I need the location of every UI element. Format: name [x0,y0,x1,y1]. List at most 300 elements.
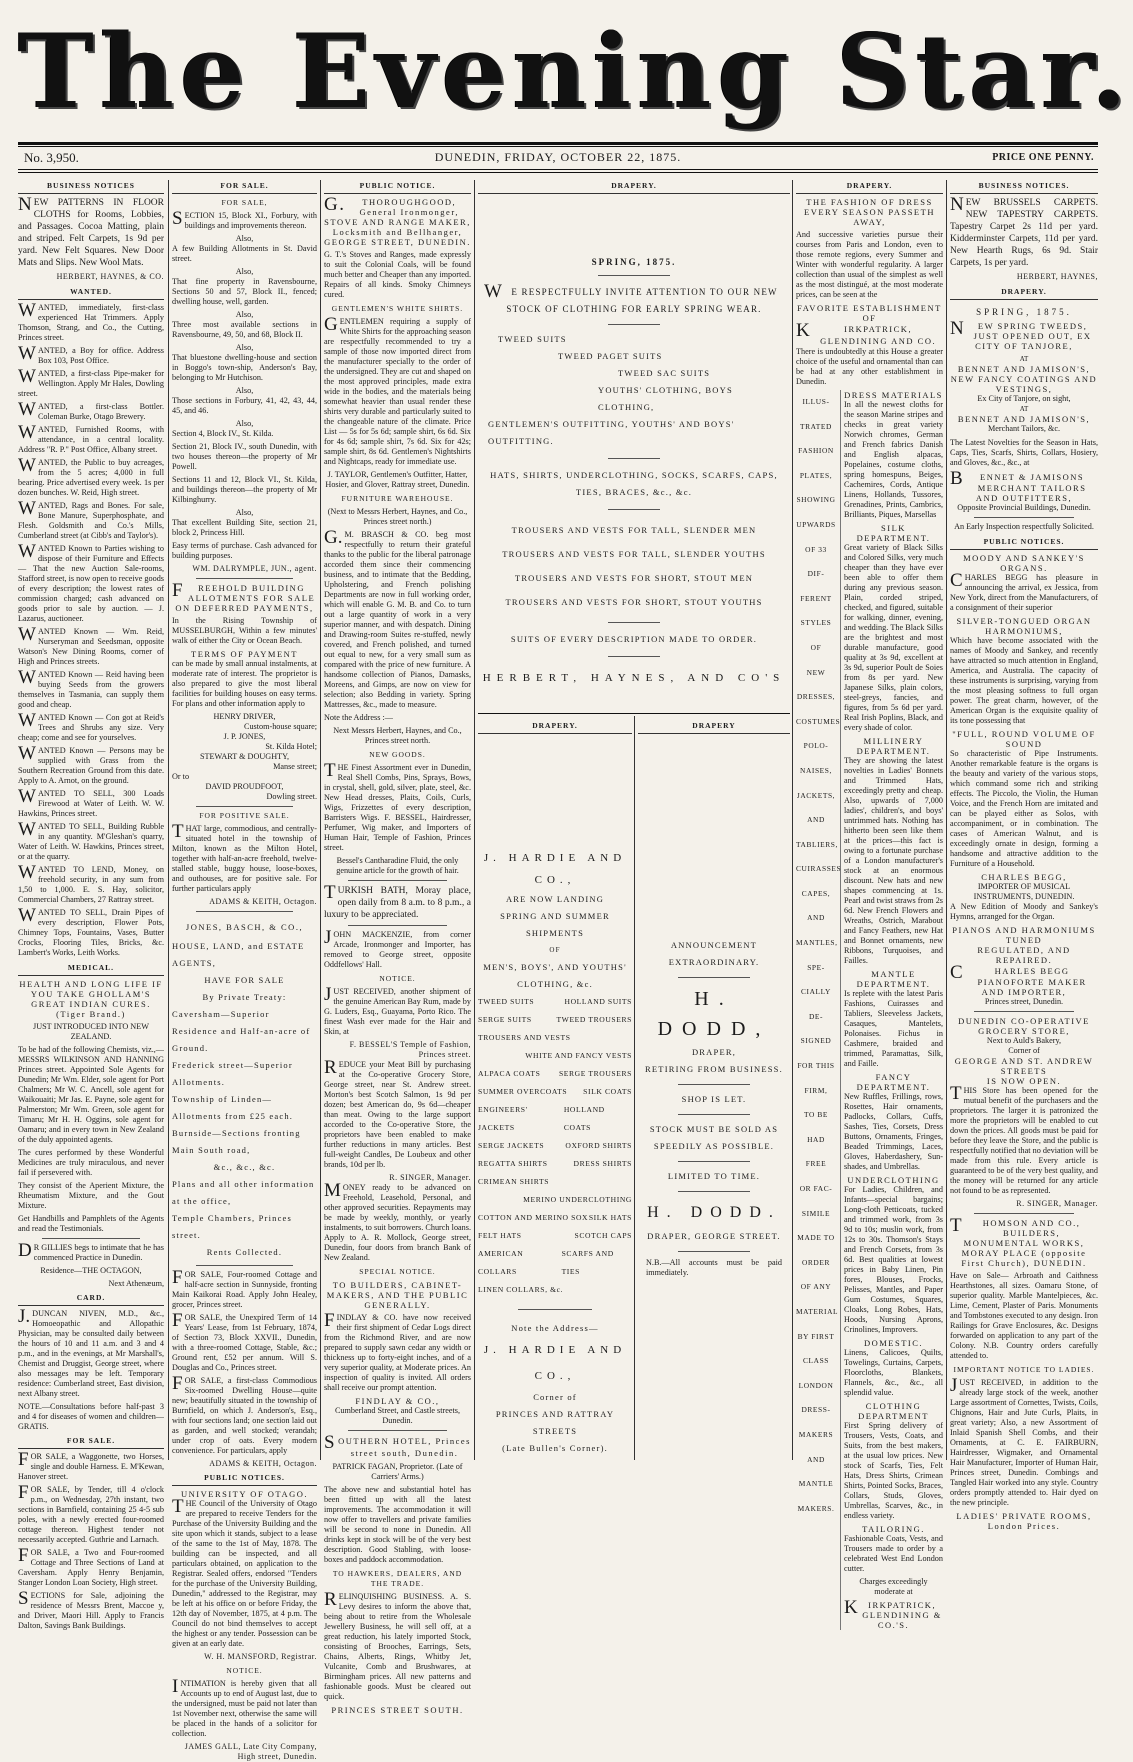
clothing-line: TWEED PAGET SUITS [558,351,663,361]
dodd-line: RETIRING FROM BUSINESS. [645,1064,783,1074]
forsale-ad: SECTIONS for Sale, adjoining the residence of Messrs Brent, Maccoe y, and Driver, Maori Hill. Apply to Francis Dalton, Savings Bank Buildings. [18,1588,164,1630]
jones-basch-line: Burnside—Sections fronting Main South road, [172,1128,301,1155]
dept-title: UNDERCLOTHING [847,1175,940,1185]
dodd-line: SHOP IS LET. [681,1094,747,1104]
ad-text: PIANOFORTE MAKER AND IMPORTER, [977,977,1087,997]
section-header: MEDICAL. [18,962,164,976]
newspaper-page [18,8,1133,1761]
clothing-line: TWEED SAC SUITS [618,368,711,378]
wanted-ad: WANTED Known — Reid having been buying Seeds from the growers themselves in Tasmania, can supply them good and cheap. [18,667,164,709]
hardie-item-left: SERGE SUITS [478,1015,532,1024]
wanted-ad: WANTED, a Boy for office. Address Box 103, Post Office. [18,343,164,365]
section-header: DRAPERY. [950,286,1098,300]
hardie-line: PRINCES AND RATTRAY STREETS [495,1409,615,1436]
ad-text: Linens, Calicoes, Quilts, Towelings, Curtains, Carpets, Floorcloths, Blankets, Flannels, &c., &c., all splendid value. [844,1348,943,1397]
university-title: UNIVERSITY OF OTAGO. [181,1489,308,1499]
ad-signature: CHARLES BEGG, [981,872,1067,882]
hardie-item-left: AMERICAN COLLARS [478,1249,524,1276]
dept-title: MANTLE DEPARTMENT. [856,969,931,989]
side-word: SIGNED [800,1036,832,1046]
favorite-line: FAVORITE ESTABLISHMENT OF [797,303,942,323]
dodd-line: ANNOUNCEMENT EXTRAORDINARY. [668,940,760,967]
side-word: OR FAC- [799,1184,833,1193]
ad-text: IMPORTER OF MUSICAL INSTRUMENTS, DUNEDIN. [973,882,1075,901]
ad-text: IS NOW OPEN. [986,1076,1062,1086]
hardie-line: Note the Address— [511,1323,599,1333]
section-header: FOR SALE. [172,180,317,194]
masthead-rule-thin [18,146,1098,147]
hats-line: HATS, SHIRTS, UNDERCLOTHING, SOCKS, SCARFS, CAPS, TIES, BRACES, &c., &c. [490,470,778,497]
ad-text: Bessel's Cantharadine Fluid, the only genuine article for the growth of hair. [336,856,459,875]
wanted-ad: WANTED TO SELL, 300 Loads Firewood at Water of Leith. W. W. Hawkins, Princes street. [18,786,164,818]
ad-text: Charges exceedingly moderate at [859,1577,928,1596]
floor-cloths-ad: NEW PATTERNS IN FLOOR CLOTHS for Rooms, Lobbies, and Passages. Cocoa Matting, plain and striped. Felt Carpets, 1s 9d per yard. New Felt Squares. New Door Mats and Slips. New Wool Mats. [18,194,164,268]
bennet-jamison: BENNET & JAMISONS [950,468,1085,489]
divider [196,578,293,579]
clothing-line: TWEED SUITS [498,334,567,344]
dept-title: SILK DEPARTMENT. [856,523,931,543]
section-header: BUSINESS NOTICES [18,180,164,194]
column-5 [796,180,943,1630]
agent-name: STEWART & DOUGHTY, [199,752,290,761]
column-rule [474,180,475,1460]
masthead [18,8,1133,136]
hardie-items [478,993,632,1299]
section-header: DRAPERY. [796,180,943,194]
ad-signature: F. BESSEL'S Temple of Fashion, Princes street. [349,1040,471,1059]
column-rule [168,180,169,1460]
kirkpatrick-sig: KIRKPATRICK, GLENDINING & CO.'S. [844,1597,942,1630]
tailors-line: MERCHANT TAILORS AND OUTFITTERS, [975,483,1087,503]
side-word: NAISES, [800,765,832,775]
forsale-ad: FOR SALE, a Two and Four-roomed Cottage and Three Sections of Land at Caversham. Apply Henry Benjamin, Stanger London Loan Society, High street. [18,1545,164,1587]
hardie-item-left: TROUSERS AND VESTS [478,1033,571,1042]
sub-header: SPECIAL NOTICE. [359,1267,436,1276]
hardie-item-right: MERINO UNDERCLOTHING [523,1195,632,1204]
hardie-line: SPRING AND SUMMER SHIPMENTS [500,911,610,938]
spring-heading: SPRING, 1875. [976,307,1072,317]
hardie-item-right: SILK HATS [588,1213,632,1222]
wanted-ad: WANTED, the Public to buy acreages, from the 5 acres; 4,000 in full bearing. Price advertised every week. 1s per dozen bunches. W. Reid, High street. [18,455,164,497]
hardie-item-left: SUMMER OVERCOATS [478,1087,568,1096]
medical-cures: The cures performed by these Wonderful Medicines are truly miraculous, and never fail if persevered with. [18,1148,164,1177]
wanted-ad: WANTED TO SELL, Drain Pipes of every description, Flower Pots, Chimney Tops, Fountains, Vases, Butter Crocks, Flooring Tiles, Bricks, &c. Lambert's Works, Leith Works. [18,905,164,957]
hardie-line: ARE NOW LANDING [505,894,605,904]
hardie-title: J. HARDIE AND CO., [483,1344,627,1382]
ad-text: The above new and substantial hotel has been fitted up with all the latest improvements. The accommodation it will now offer to travellers and private families will be second to none in Dunedin. All drinks kept in stock will be of the very best description. Good Stabling, with loose-boxes and paddock accommodation. [324,1485,471,1564]
trousers-line: TROUSERS AND VESTS FOR SHORT, STOUT YOUTHS [505,597,763,607]
ad-text: REDUCE your Meat Bill by purchasing at the Co-operative Grocery Store, George street, near St. Andrew street. Morton's best Scotch Salmon, 1s 9d per dozen; best American do, 9s 6d—cheaper than meat. Owing to the large support accorded to the Co-operative Store, the proprietors have been enabled to make further reductions in many articles. Best full-weight Candles, De Loubeux and other brands, 10d per lb. [324,1057,471,1169]
date-line: DUNEDIN, FRIDAY, OCTOBER 22, 1875. [434,150,682,164]
at-label: AT [1019,405,1029,413]
drapery-intro: WE RESPECTFULLY INVITE ATTENTION TO OUR NEW STOCK OF CLOTHING FOR EARLY SPRING WEAR. [484,281,778,314]
sub-header: NOTICE. [379,974,416,983]
ad-text: Cumberland Street, and Castle streets, Dunedin. [334,1406,461,1425]
ad-text: Those sections in Forbury, 41, 42, 43, 44, 45, and 46. [172,396,317,415]
ad-text: Have on Sale— Arbroath and Caithness Hearthstones, all sizes. Oamaru Stone, of superior quality. Marble Mantelpieces, &c. Lime, Cement, Plaster of Paris. Monuments and Tombstones executed to any design. Iron Railings for Grave Enclosures, &c. Designs forwarded on application to any part of the Colony. N.B. Country orders carefully attended to. [950,1271,1098,1360]
divider [678,1084,750,1085]
hardie-item-right: OXFORD SHIRTS [565,1141,632,1150]
niven-ad: J.DUNCAN NIVEN, M.D., &c., Homoeopathic and Allopathic Physician, may be consulted daily between the hours of 10 and 11 a.m. and 3 and 4 p.m., and in the evenings, at Mr Marshall's, Chemist and Druggist, George street, where also messages may be left. Temporary residence: Cumberland street, East division, next Albany street. [18,1306,164,1398]
early-line: An Early Inspection respectfully Solicited. [954,522,1094,531]
hardie-title: J. HARDIE AND CO., [483,852,627,886]
hardie-item-left: TWEED SUITS [478,997,535,1006]
issue-number: No. 3,950. [24,150,79,165]
hardie-item-right: SCOTCH CAPS [574,1231,632,1240]
also-label: Also, [235,267,254,276]
wanted-ad: WANTED TO LEND, Money, on freehold security, in any sum from 1,50 to 1,000. E. S. Hay, solicitor, Commercial Chambers, 27 Rattray street. [18,862,164,904]
agent-name: DAVID PROUDFOOT, [205,782,284,791]
hardie-item-row [478,1227,632,1245]
divider [196,806,293,807]
southern-title: SOUTHERN HOTEL, Princes street south, Dunedin. [324,1432,471,1458]
bennet-jamison: BENNET AND JAMISON'S, [957,414,1091,424]
hardie-line: (Late Bullen's Corner). [502,1443,608,1453]
tanjore-line: Ex City of Tanjore, on sight, [977,394,1071,403]
side-word: TRATED [800,421,832,431]
side-word: CUIRASSES [796,864,842,874]
ad-text: They are showing the latest novelties in Ladies' Bonnets and Trimmed Hats, exceedingly pretty and cheap. Also, upwards of 7,000 ladies', children's, and boys' untrimmed hats. Nothing has hitherto been seen like them at the prices—this fact is owing to a fortunate purchase of a London manufacturer's stock at an enormous discount. New hats and new shapes commencing at 1s. Pearl and twist straws from 2s 6d. New French Flowers and Wreaths, Ostrich, Marabout and Fancy Feathers, new Hat and Bonnet ornaments, new Ribbons, Turquoises, and Failles. [844,756,943,965]
sub-header: FOR SALE, [221,198,268,207]
wanted-ad: WANTED, a first-class Bottler. Coleman Burke, Otago Brewery. [18,399,164,421]
masthead-rule [18,142,1098,145]
side-word: COSTUMES [796,716,841,726]
side-word: FREE [805,1159,827,1169]
side-word: MANTLE [798,1479,834,1489]
side-word: FERENT [800,593,832,603]
dateline-rule [18,169,1098,170]
side-word: AND [807,1454,825,1464]
side-word: CIALLY [801,987,831,997]
ad-text: Fashionable Coats, Vests, and Trousers made to order by a celebrated West End London cutter. [844,1534,943,1573]
side-word: MAKERS [798,1429,834,1439]
side-word: MADE TO [797,1233,835,1243]
wanted-ad: WANTED Known — Con got at Reid's Trees and Shrubs any size. Very cheap; come and see for yourselves. [18,710,164,742]
university-body: THE Council of the University of Otago are prepared to receive Tenders for the Purchase of the University Building and the site upon which it stands, subject to a lease of the same to the 1st of May, 1878. The building can be inspected, and all particulars obtained, on application to the Registrar. Sealed offers, endorsed "Tenders for the purchase of the University Building, Dunedin," addressed to the Registrar, may be left at his office on or before Friday, the 12th day of November, 1875, at 4 p.m. The Council do not bind themselves to accept the highest or any tender. Possession can be given at an early date. [172,1496,317,1648]
ad-signature: PRINCES STREET SOUTH. [331,1705,464,1715]
column-6 [950,180,1098,1531]
moody-title: MOODY AND SANKEY'S ORGANS. [963,553,1085,573]
ad-text: TURKISH BATH, Moray place, open daily from 8 a.m. to 8 p.m., a luxury to be appreciated. [324,882,471,920]
dept-title: CLOTHING DEPARTMENT [858,1401,929,1421]
ad-text: FOR SALE, Four-roomed Cottage and half-acre section in Sunnyside, fronting Main Kaikorai Road. Apply John Healey, grocer, Princes street. [172,1267,317,1309]
hardie-item-left: REGATTA SHIRTS [478,1159,548,1168]
trousers-list [478,518,790,614]
jones-basch-line: HAVE FOR SALE [204,975,285,985]
hardie-item-row [478,1245,632,1281]
medical-body: To be had of the following Chemists, viz.,— MESSRS WILKINSON AND HANNING Princes street. Appointed Sole Agents for Dunedin; Mr Wm. Elder, sole agent for Port Chalmers; Mr W. C. Ancell, sole agent for Waikouaiti; Mr Jas. E. Payne, sole agent for Palmerston; Mr Wm. Green, sole agent for Timaru; Mr H. H. Oggins, sole agent for Oamaru; and in every town in New Zealand of the duly appointed agents. [18,1045,164,1144]
side-word: MAKERS. [797,1503,835,1513]
agent-address: Dowling street. [266,792,317,801]
fashion-title: THE FASHION OF DRESS EVERY SEASON PASSETH AWAY, [804,197,935,227]
also-label: Also, [235,419,254,428]
side-word: PLATES, [799,470,833,480]
hardie-line: MEN'S, BOYS', AND YOUTHS' [483,962,627,972]
side-word: SPE- [807,962,825,972]
column-4-top [478,180,790,684]
wanted-ad: WANTED Known to Parties wishing to dispose of their Furniture and Effects — That the new Auction Sale-rooms, Stafford street, is now open to receive goods of every description; the lowest rates of commission charged; cash advanced on goods prior to sale by auction. — J. Lazarus, auctioneer. [18,541,164,623]
divider [608,458,660,459]
agent-name: HENRY DRIVER, [213,712,276,721]
jones-basch-line: Township of Linden—Allotments from £25 each. [172,1094,294,1121]
side-word: FIRM, [804,1085,828,1095]
gillies-ad: DR GILLIES begs to intimate that he has commenced Practice in Dunedin. [18,1240,164,1262]
dodd-note: N.B.—All accounts must be paid immediately. [646,1258,782,1277]
herbert-haynes-sig: HERBERT, HAYNES, AND CO'S [482,672,786,684]
side-word: NEW [806,667,826,677]
side-word: DIF- [807,569,825,579]
bennet-jamison: BENNET AND JAMISON'S, [957,364,1091,374]
agent-address: Custom-house square; [244,722,317,731]
side-word: OF 33 [805,544,827,554]
silver-title: SILVER-TONGUED ORGAN HARMONIUMS, [956,616,1092,636]
hardie-item-row [478,1209,632,1227]
divider [608,509,660,510]
ad-signature: ADAMS & KEITH, Octagon. [209,1459,317,1468]
clothing-line: GENTLEMEN'S OUTFITTING, YOUTHS' AND BOYS' OUTFITTING. [488,419,735,446]
column-2 [172,180,317,1761]
side-word: UPWARDS [796,519,836,529]
ad-text: THIS Store has been opened for the mutual benefit of the purchasers and the proprietors. The larger it is patronized the more the proprietors will be enabled to cut down the prices. All goods must be paid for before they leave the Store, and the public is respectfully notified that no deviation will be made from this rule. Every article is guaranteed to be of the very best quality, and the money will be returned for any article not found to be as represented. [950,1083,1098,1195]
ad-text: So characteristic of Pipe Instruments. Another remarkable feature is the organs is the beauty and variety of the various stops, which command some rich and striking effects. The Piccolo, the Violin, the Human Voice, and the French Horn are imitated and can be played either as Solos, with accompaniment, or in combination. The cases of American Walnut, and is exceedingly ornate in design, forming a handsome and attractive addition to the Furniture of a Household. [950,749,1098,868]
jones-basch-line: HOUSE, LAND, and ESTATE AGENTS, [172,941,305,968]
divider [974,517,1074,518]
ad-text: GENTLEMEN requiring a supply of White Shirts for the approaching season are respectfully recommended to try a sample of those now imported direct from the manufacturer specially to the order of the undersigned. They are cut and shaped on the most approved principles, made extra wide in the bodies, and the materials being somewhat heavier than usual render these shirts very durable and particularly suited to the changeable nature of the climate. Price List — 5s for 5s 6d; sample shirt, 6s 6d. Six for 4s 6d; sample shirt, 7s 6d. Six for 42s; sample shirt, 8s 6d. Gentlemen's Nightshirts and Nightcaps, ready for immediate use. [324,314,471,466]
ad-text: That bluestone dwelling-house and section in Boggo's town-ship, Anderson's Bay, belonging to Mr Hutchison. [172,353,317,382]
ad-text: MONEY ready to be advanced on Freehold, Leasehold, Personal, and other approved securities. Repayments may be made by weekly, monthly, or yearly instalments, to suit borrowers. Church loans. Apply to A. R. Mollock, George street, Dunedin, four doors from branch Bank of New Zealand. [324,1180,471,1262]
hardie-item-left: CRIMEAN SHIRTS [478,1177,550,1186]
trousers-line: TROUSERS AND VESTS FOR SHORT, STOUT MEN [514,573,754,583]
novelties-ad: The Latest Novelties for the Season in Hats, Caps, Ties, Scarfs, Shirts, Collars, Hosiery, and Gloves, &c., &c., at [950,438,1098,467]
coatings: NEW FANCY COATINGS AND VESTINGS, [950,374,1098,394]
section-header: FOR SALE. [18,1435,164,1449]
hardie-item-row [478,1173,632,1191]
side-word: MANTLES, [796,938,838,948]
ad-signature: J. TAYLOR, Gentlemen's Outfitter, Hatter, Hosier, and Glover, Rattray street, Dunedin. [325,470,470,489]
hardie-item-row [478,1083,632,1101]
sub-header: GENTLEMEN'S WHITE SHIRTS. [331,304,464,313]
side-word: AND [807,815,825,825]
ad-text: RELINQUISHING BUSINESS. A. S. Levy desires to inform the above that, being about to retire from the Wholesale Jewellery Business, he will sell off, at a great reduction, his lately imported Stock, consisting of Brooches, Earrings, Sets, Chains, Alberts, Rings, Whitby Jet, Vulcanite, Comb and Brushwares, at Birmingham prices. All new patterns and fashionable goods. Must be cleared out quick. [324,1589,471,1701]
hardie-item-left: LINEN COLLARS, &c. [478,1285,564,1294]
dodd-title: H. DODD, [657,988,771,1040]
section-header: DRAPERY [638,720,790,734]
sub-header: FOR POSITIVE SALE. [199,811,290,820]
hardie-item-row [478,1011,632,1029]
sub-header: NOTICE. [226,1666,263,1675]
ad-text: For Ladies, Children, and Infants—special bargains; Long-cloth Petticoats, tucked and trimmed work, from 3s 9d to 10s; muslin work, from 12s to 30s. Thomson's Stays and French Corsets, from 3s 6d. Best qualities at lowest prices in Baby Linen, Pin fores, Blouses, Frocks, Pelisses, Mantles, and Paper Gum Costumes, Squares, Cloaks, Long Robes, Hats, Hoods, Nursing Aprons, Crinolines, Improvers. [844,1185,943,1334]
medical-consist: They consist of the Aperient Mixture, the Rheumatism Mixture, and the Gout Mixture. [18,1181,164,1210]
ad-text: That fine property in Ravensbourne, Sections 50 and 57, Block II., fenced; dwelling house, well, garden. [172,277,317,306]
hardie-item-row [478,1137,632,1155]
begg-ad: CHARLES BEGG has pleasure in announcing the arrival, ex Jessica, from New York, direct from the Manufacturers, of a consignment of their superior [950,570,1098,612]
ad-text: Note the Address :— [324,713,393,722]
wanted-list [18,300,164,958]
wanted-ad: WANTED, Furnished Rooms, with attendance, in a central locality. Address "R. P." Post Office, Albany street. [18,422,164,454]
wanted-ad: WANTED TO SELL, Building Rubble in any quantity. M'Gleshan's quarry, Water of Leith. W. Hawkins, Princes street, or at the quarry. [18,819,164,861]
side-column [796,390,842,1521]
ad-text: G. T.'s Stoves and Ranges, made expressly to suit the Colonial Coals, will be found much better and Cheaper than any imported. Repairs of all kinds. Smoky Chimneys cured. [324,250,471,299]
side-word: OF ANY [800,1282,832,1292]
wanted-ad: WANTED, immediately, first-class experienced Hat Trimmers. Apply Thomson, Strang, and Co., the Cutting, Princes street. [18,300,164,342]
jones-basch-line: Caversham—Superior Residence and Half-an-acre of Ground. [172,1009,311,1053]
side-word: ILLUS- [802,397,830,406]
also-label: Also, [235,310,254,319]
ad-text: JOHN MACKENZIE, from corner Arcade, Ironmonger and Importer, has removed to George street, opposite Oddfellows' Hall. [324,927,471,969]
forsale-list [18,1449,164,1631]
hardie-item-right: SCARFS AND TIES [561,1249,614,1276]
divider [348,1430,447,1431]
dept-title: DRESS MATERIALS [844,390,943,400]
section-header: DRAPERY. [478,720,632,734]
ad-text: TO BUILDERS, CABINET-MAKERS, AND THE PUBLIC GENERALLY. [326,1280,469,1310]
wanted-ad: WANTED, a first-class Pipe-maker for Wellington. Apply Mr Hales, Dowling street. [18,366,164,398]
ad-text: PIANOS AND HARMONIUMS TUNED [952,925,1096,945]
ad-text: G.M. BRASCH & CO. beg most respectfully to return their grateful thanks to the public for the liberal patronage accorded them since their commencing business, and to intimate that the Bedding, Upholstering, and French polishing Departments are now in full working order, which will enable G. M. B. and Co. to turn out a large quantity of work in a very superior manner, and with despatch. Dining and Drawing-room Suites re-stuffed, newly covered, and French polished, and turned out equal to new, for a very small sum as compared with the price of new furniture. A handsome collection of Pianos, Damasks, Moreens, and Gimps, are now on view for selection; also Bedding in variety. Spring Mattresses, &c., made to measure. [324,527,471,709]
divider [196,1265,293,1266]
trousers-line: TROUSERS AND VESTS FOR TALL, SLENDER MEN [511,525,757,535]
clothing-list [478,331,790,450]
wanted-ad: WANTED Known — Persons may be supplied with Grass from the Southern Recreation Ground from this date. Apply to A. Arnot, on the ground. [18,743,164,785]
side-word: LONDON [798,1380,834,1390]
column-4-rule [478,713,790,714]
column-4a [478,720,632,1460]
ad-signature: LADIES' PRIVATE ROOMS, London Prices. [956,1511,1092,1531]
hardie-item-left: FELT HATS [478,1231,522,1240]
ad-text: A New Edition of Moody and Sankey's Hymns, arranged for the Organ. [950,902,1098,921]
hardie-item-left: COTTON AND MERINO SOX [478,1213,589,1222]
side-word: DRESS- [801,1405,831,1415]
ad-text: And successive varieties pursue their courses from Paris and London, even to those remote regions, every Summer and Winter with wonderful regularity. A larger collection than usual of the simplest as well as the most distingué, at the most moderate prices, can be seen at the [796,230,943,299]
hardie-item-row [478,1155,632,1173]
side-word: TABLIERS, [796,839,838,849]
hardie-line: OF [549,946,561,954]
ad-signature: R. SINGER, Manager. [1016,1199,1098,1208]
jones-basch-line: By Private Treaty: [202,992,287,1002]
section-header: PUBLIC NOTICE. [324,180,471,194]
suits-line: SUITS OF EVERY DESCRIPTION MADE TO ORDER. [510,634,758,644]
ad-signature: HERBERT, HAYNES, [1016,272,1098,281]
section-header: PUBLIC NOTICES. [172,1472,317,1486]
hardie-item-right: HOLLAND COATS [563,1105,605,1132]
divider [678,977,750,978]
hardie-line: Corner of [533,1392,577,1402]
hardie-item-row [478,1029,632,1047]
hardie-item-right: DRESS SHIRTS [573,1159,632,1168]
hardie-item-right: HOLLAND SUITS [564,997,632,1006]
jones-basch-line: Frederick street—Superior Allotments. [172,1060,293,1087]
divider [608,622,660,623]
side-word: CAPES, [801,888,831,898]
divider [678,1251,750,1252]
kirkpatrick-title: KIRKPATRICK, GLENDINING AND CO. [796,320,937,346]
ad-text: PATRICK FAGAN, Proprietor. (Late of Carriers' Arms.) [332,1462,463,1481]
dateline [18,150,1098,168]
ad-text: JUST RECEIVED, another shipment of the genuine American Bay Rum, made by G. Luders, Esq., Guayama, Porto Rico. The finest Wash ever made for the Hair and Skin, at [324,984,471,1036]
hardie-item-row [478,1191,632,1209]
thomson-title: THOMSON AND CO., BUILDERS, MONUMENTAL WORKS, MORAY PLACE (opposite First Church), DUNEDIN. [950,1215,1087,1268]
medical-handbills: Get Handbills and Pamphlets of the Agents and read the Testimonials. [18,1214,164,1233]
sub-header: TO HAWKERS, DEALERS, AND THE TRADE. [332,1569,463,1588]
dodd-line: LIMITED TO TIME. [667,1171,761,1181]
ad-text: First Spring delivery of Trousers, Vests, Coats, and Suits, from the best makers, at the usual low prices. New stock of Scarfs, Ties, Felt Hats, Dress Shirts, Crimean Shirts, Pointed Socks, Braces, Collars, Studs, Gloves, Umbrellas, Scarves, &c., in endless variety. [844,1421,943,1520]
ad-signature: HERBERT, HAYNES, & CO. [56,272,164,281]
opposite-line: Opposite Provincial Buildings, Dunedin. [957,503,1091,512]
hardie-item-row [478,1101,632,1137]
divider [678,1161,750,1162]
freehold-title: FREEHOLD BUILDING ALLOTMENTS FOR SALE ON DEFERRED PAYMENTS, [172,580,316,613]
carpets-ad: NEW BRUSSELS CARPETS. NEW TAPESTRY CARPETS. Tapestry Carpet 2s 11d per yard. Kidderminster Carpets, 11d per yard. New Hearth Rugs, 6s 9d. Stair Carpets, 1s per yard. [950,194,1098,268]
divider [598,275,670,276]
column-rule [946,180,947,1460]
hardie-item-right: SERGE TROUSERS [558,1069,632,1078]
wanted-ad: WANTED, Rags and Bones. For sale, Bone Manure, Superphosphate, and Flesh. Goldsmith and Co.'s Mills, Cumberland street (at Cibb's and Taylor's). [18,498,164,540]
ad-text: FOR SALE, the Unexpired Term of 14 Years' Lease, from 1st February, 1874, of Section 73, Block XXVII., Dunedin, with a three-roomed Cottage, Stable, &c.; Ground rent, £52 per annum. Will S. Douglas and Co., Princes street. [172,1310,317,1372]
spring-heading: SPRING, 1875. [591,257,677,267]
dept-title: MILLINERY DEPARTMENT. [856,736,931,756]
forsale-ad: FOR SALE, by Tender, till 4 o'clock p.m., on Wednesday, 27th instant, two sections in Barnfield, containing 25 4-5 sub poles, with a newly erected four-roomed cottage thereon. Highest tender not necessarily accepted. Guthrie and Larnach. [18,1482,164,1544]
side-word: ORDER [801,1257,831,1267]
jones-basch-line: Plans and all other information at the office, [172,1179,315,1206]
hardie-item-right: WHITE AND FANCY VESTS [525,1051,632,1060]
column-4b [638,720,790,1460]
niven-note: NOTE.—Consultations before half-past 3 and 4 for diseases of women and children—GRATIS. [18,1402,164,1431]
ad-signature: WM. DALRYMPLE, JUN., agent. [192,564,317,573]
jones-basch-title: JONES, BASCH, & CO., [185,922,304,932]
hardie-item-left: SERGE JACKETS [478,1141,545,1150]
side-word: HAD [807,1134,825,1144]
side-word: AND [807,913,825,923]
hardie-item-left: ALPACA COATS [478,1069,541,1078]
ad-signature: W. H. MANSFORD, Registrar. [204,1652,317,1661]
or-label: Or to [172,772,190,781]
ad-text: Three most available sections in Ravensbourne, 49, 50, and 68, Block II. [172,320,317,339]
ad-text: FOR SALE, a first-class Commodious Six-roomed Dwelling House—quite new; beautifully situated in the township of Burnfield, on which J. Anderson's, Esq., with four sections land; one section laid out as garden, and well stocked; verandah; under crop of oats. Every modern convenience. For particulars, apply [172,1373,317,1455]
positive-body: THAT large, commodious, and centrally-situated hotel in the township of Milton, known as the Milton Hotel, together with half-an-acre freehold, twelve-stalled stable, buggy house, loose-boxes, and outhouses, are for positive sale. For further particulars apply [172,821,317,893]
dateline-rule-2 [18,172,1098,173]
agent-address: Manse street; [273,762,317,771]
ad-signature: FINDLAY & CO., [355,1396,440,1406]
hardie-item-row [478,993,632,1011]
side-word: SHOWING [796,495,836,505]
ad-text: A few Building Allotments in St. David street. [172,244,317,263]
column-3 [324,180,471,1715]
gillies-residence: Residence—THE OCTAGON, [40,1266,142,1275]
divider [42,1238,140,1239]
divider [678,1114,750,1115]
ad-text: Princes street, Dunedin. [984,997,1064,1006]
hardie-line: CLOTHING, &c. [517,979,593,989]
medical-title: HEALTH AND LONG LIFE IF YOU TAKE GHOLLAM'S GREAT INDIAN CURES. (Tiger Brand.) [19,979,163,1019]
side-word: MATERIAL [796,1306,839,1316]
ad-text: Corner of [1008,1046,1040,1055]
ad-text: That excellent Building Site, section 21, block 2, Princess Hill. [172,518,317,537]
divider [974,1213,1074,1214]
side-word: FASHION [798,446,834,456]
hardie-item-left: ENGINEERS' JACKETS [478,1105,528,1132]
ad-text: Great variety of Black Silks and Colored Silks, very much cheaper than they have ever been able to offer them during any previous season. Plain, corded striped, checked, and figured, suitable for walking, dinner, evening, and wedding. The Black Silks are the brightest and most durable manufacture, good quality at 3s 9d, excellent at 3s 9d, superior Poult de Soies from 8s per yard. New Japanese Silks, plain colors, steel-greys, fancies, and figures, from 5s 6d per yard. Real Irish Poplins, Black, and every shade of color. [844,543,943,732]
hardie-item-row [478,1047,632,1065]
ad-text: Next Messrs Herbert, Haynes, and Co., Princes street north. [333,726,462,745]
ad-text: FINDLAY & CO. have now received their first shipment of Cedar Logs direct from the Richmond River, and are now prepared to supply sawn cedar any width or thickness up to forty-eight inches, and of a very superior quality, at Moderate prices. An inspection of quality is invited. All orders shall receive our prompt attention. [324,1310,471,1392]
sub-header: IMPORTANT NOTICE TO LADIES. [953,1365,1095,1374]
sub-header: NEW GOODS. [369,750,426,759]
ad-text: (Next to Messrs Herbert, Haynes, and Co., Princes street north.) [327,507,468,526]
ad-text: JUST RECEIVED, in addition to the already large stock of the week, another Large assortment of Cornettes, Twists, Coils, Chignons, Hair and Jute Curls, Plaits, in great variety; Also, a new Assortment of Inlaid Spanish Shell Combs, and their Ornaments, at C. E. FAIRBURN, Hairdresser, Wigmaker, and Ornamental Hair Manufacturer, Importer of Human Hair, Princes street, Dunedin. Combings and Tangled Hair worked into any style. Country orders promptly attended to. Hair dyed on the new principle. [950,1375,1098,1507]
divider [348,880,447,881]
dodd-title: H. DODD. [647,1204,781,1221]
medical-intro: JUST INTRODUCED INTO NEW ZEALAND. [33,1022,149,1041]
